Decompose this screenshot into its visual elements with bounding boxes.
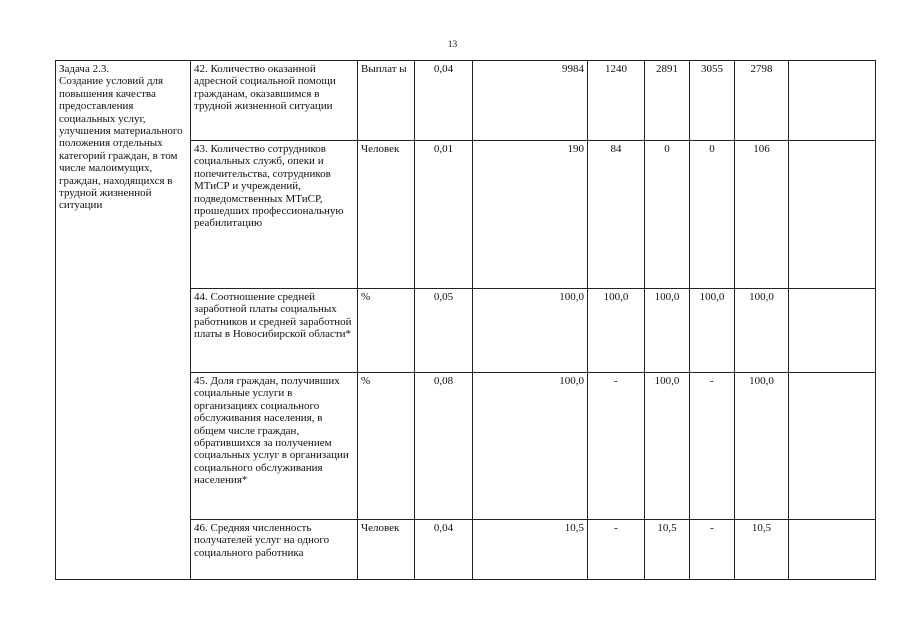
value-cell: -: [690, 520, 735, 580]
value-cell: 190: [473, 141, 588, 289]
value-cell: -: [588, 520, 645, 580]
unit-cell: Человек: [358, 520, 415, 580]
indicator-name: 43. Количество сотрудников социальных служб, опеки и попечительства, сотрудников МТиСР и учреждений, подведомственных МТиСР, прошедших профессиональную реабилитацию: [191, 141, 358, 289]
unit-cell: Человек: [358, 141, 415, 289]
value-cell: 0: [645, 141, 690, 289]
value-cell: -: [588, 373, 645, 520]
value-cell: 100,0: [473, 289, 588, 373]
value-cell: 2891: [645, 61, 690, 141]
table-row: [56, 61, 876, 141]
weight-cell: 0,04: [415, 61, 473, 141]
weight-cell: 0,08: [415, 373, 473, 520]
unit-cell: %: [358, 373, 415, 520]
value-cell: 84: [588, 141, 645, 289]
value-cell: 3055: [690, 61, 735, 141]
value-cell: 100,0: [735, 373, 789, 520]
value-cell: 100,0: [735, 289, 789, 373]
indicators-table: [55, 60, 876, 580]
value-cell: 100,0: [473, 373, 588, 520]
page-number: 13: [447, 40, 458, 50]
value-cell: 100,0: [645, 373, 690, 520]
weight-cell: 0,05: [415, 289, 473, 373]
value-cell: 106: [735, 141, 789, 289]
task-label: Задача 2.3.: [59, 63, 110, 75]
unit-cell: %: [358, 289, 415, 373]
task-description: Создание условий для повышения качества предоставления социальных услуг, улучшения материального положения отдельных категорий граждан, в том числе малоимущих, граждан, находящихся в трудной жизненной ситуации: [59, 75, 183, 212]
indicator-name: 46. Средняя численность получателей услуг на одного социального работника: [191, 520, 358, 580]
indicator-name: 45. Доля граждан, получивших социальные услуги в организациях социального обслуживания населения, в общем числе граждан, обратившихся за получением социальных услуг в организации социального обслуживания населения*: [191, 373, 358, 520]
value-cell: 9984: [473, 61, 588, 141]
indicator-name: 42. Количество оказанной адресной социальной помощи гражданам, оказавшимся в трудной жизненной ситуации: [191, 61, 358, 141]
value-cell: 100,0: [645, 289, 690, 373]
value-cell: 10,5: [473, 520, 588, 580]
value-cell: 10,5: [645, 520, 690, 580]
value-cell: 100,0: [690, 289, 735, 373]
value-cell: 0: [690, 141, 735, 289]
note-cell: [789, 61, 876, 141]
task-cell: [56, 61, 191, 580]
value-cell: -: [690, 373, 735, 520]
value-cell: 100,0: [588, 289, 645, 373]
value-cell: 1240: [588, 61, 645, 141]
value-cell: 10,5: [735, 520, 789, 580]
unit-cell: Выплат ы: [358, 61, 415, 141]
note-cell: [789, 520, 876, 580]
indicator-name: 44. Соотношение средней заработной платы социальных работников и средней заработной платы в Новосибирской области*: [191, 289, 358, 373]
weight-cell: 0,04: [415, 520, 473, 580]
note-cell: [789, 289, 876, 373]
weight-cell: 0,01: [415, 141, 473, 289]
note-cell: [789, 373, 876, 520]
note-cell: [789, 141, 876, 289]
value-cell: 2798: [735, 61, 789, 141]
